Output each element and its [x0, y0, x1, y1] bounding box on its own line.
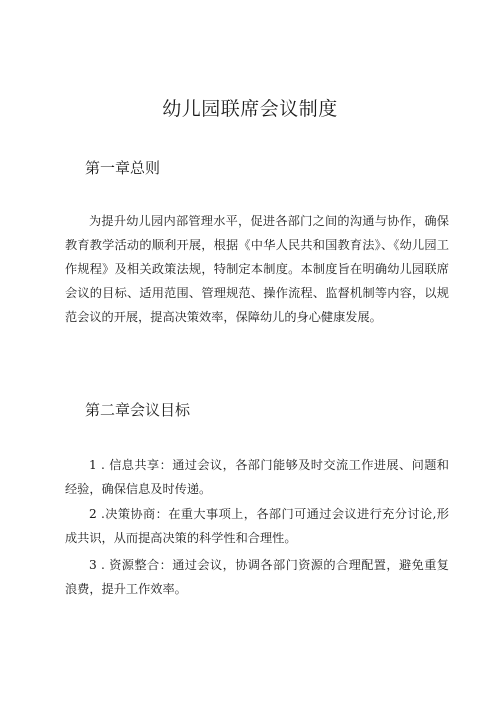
list-item: 1 . 信息共享：通过会议，各部门能够及时交流工作进展、问题和经验，确保信息及时传递。	[65, 458, 449, 496]
chapter-2-heading: 第二章会议目标	[85, 401, 191, 419]
list-item: 3 . 资源整合：通过会议，协调各部门资源的合理配置，避免重复浪费，提升工作效率。	[65, 558, 449, 596]
list-item: 2 .决策协商：在重大事项上，各部门可通过会议进行充分讨论,形成共识，从而提高决策的科学性和合理性。	[65, 507, 449, 545]
chapter-1-heading: 第一章总则	[85, 159, 161, 177]
chapter-1-paragraph: 为提升幼儿园内部管理水平，促进各部门之间的沟通与协作，确保教育教学活动的顺利开展，根据《中华人民共和国教育法》、《幼儿园工作规程》及相关政策法规，特制定本制度。本制度旨在明确幼儿园联席会议的目标、适用范围、管理规范、操作流程、监督机制等内容，以规范会议的开展，提高决策效率，保障幼儿的身心健康发展。	[65, 214, 449, 324]
document-title: 幼儿园联席会议制度	[162, 98, 338, 120]
